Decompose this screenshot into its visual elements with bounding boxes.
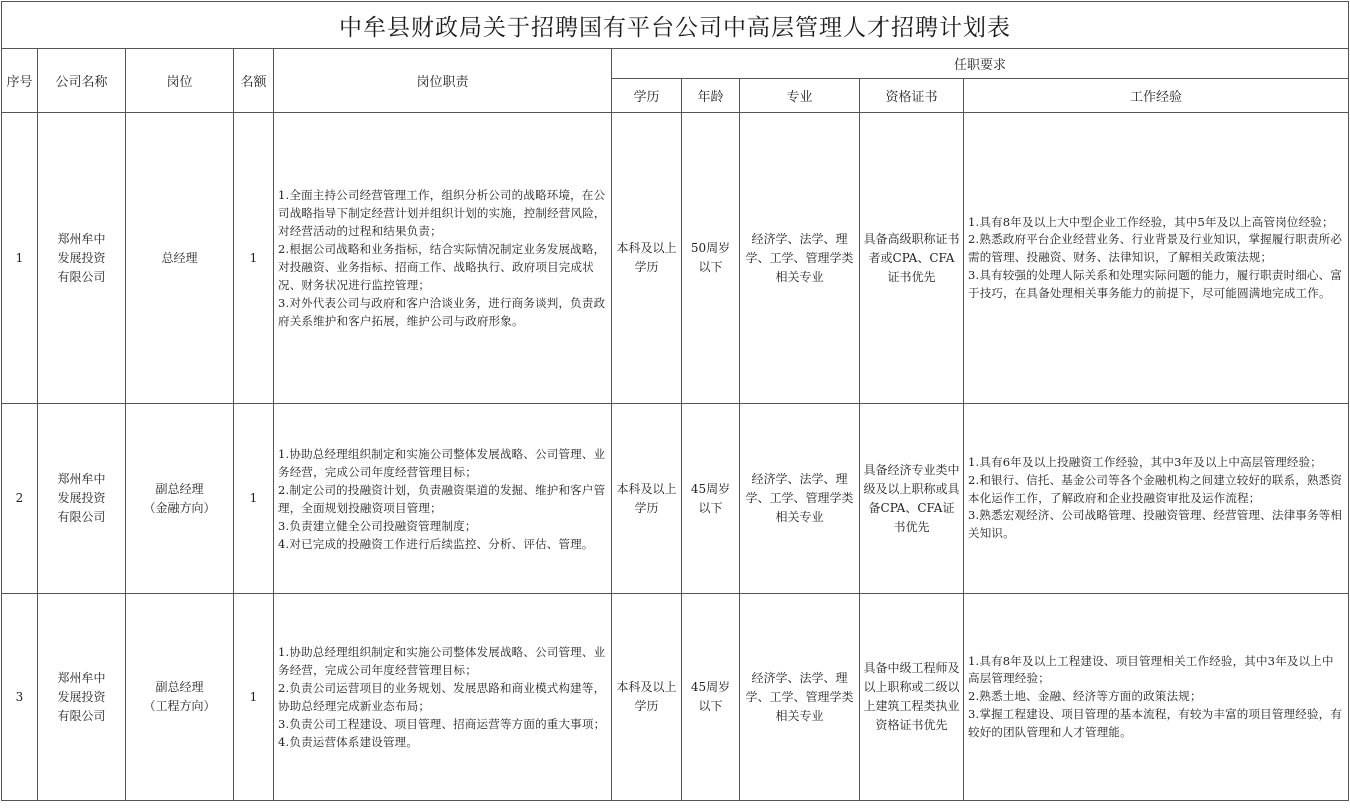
experience-item: 1.具有8年及以上大中型企业工作经验，其中5年及以上高管岗位经验； [968, 214, 1334, 229]
duty-item: 4.负责运营体系建设管理。 [278, 735, 419, 749]
position-line: 总经理 [161, 250, 198, 265]
position-line: （金融方向） [143, 500, 216, 515]
row-age: 45周岁以下 [682, 594, 740, 801]
row-duties [274, 113, 612, 404]
row-position [126, 404, 234, 594]
row-seq: 2 [2, 404, 38, 594]
row-position [126, 594, 234, 801]
row-experience [964, 113, 1349, 404]
row-duties [274, 594, 612, 801]
row-certificate: 具备高级职称证书者或CPA、CFA证书优先 [860, 113, 964, 404]
row-certificate: 具备经济专业类中级及以上职称或具备CPA、CFA证书优先 [860, 404, 964, 594]
row-company [38, 404, 126, 594]
table-row [2, 594, 1349, 801]
company-line: 有限公司 [57, 708, 106, 723]
row-age: 45周岁以下 [682, 404, 740, 594]
duty-item: 1.全面主持公司经营管理工作，组织分析公司的战略环境，在公司战略指导下制定经营计划并组织计划的实施，控制经营风险，对经营活动的过程和结果负责； [278, 188, 606, 238]
experience-item: 1.具有6年及以上投融资工作经验，其中3年及以上中高层管理经验； [968, 455, 1323, 469]
experience-item: 1.具有8年及以上工程建设、项目管理相关工作经验，其中3年及以上中高层管理经验； [968, 653, 1334, 686]
header-requirements: 任职要求 [612, 49, 1349, 79]
company-line: 郑州牟中 [57, 231, 106, 246]
row-major: 经济学、法学、理学、工学、管理学类相关专业 [740, 404, 860, 594]
experience-item: 2.熟悉土地、金融、经济等方面的政策法规； [968, 689, 1202, 704]
row-seq: 3 [2, 594, 38, 801]
position-line: 副总经理 [155, 680, 204, 694]
row-education: 本科及以上学历 [612, 113, 682, 404]
row-experience [964, 594, 1349, 801]
duty-item: 4.对已完成的投融资工作进行后续监控、分析、评估、管理。 [278, 536, 594, 551]
header-quota: 名额 [234, 49, 274, 113]
row-education: 本科及以上学历 [612, 594, 682, 801]
company-line: 发展投资 [57, 491, 106, 505]
duty-item: 2.负责公司运营项目的业务规划、发展思路和商业模式构建等，协助总经理完成新业态布局； [278, 681, 606, 713]
position-line: 副总经理 [155, 481, 204, 496]
experience-item: 3.掌握工程建设、项目管理的基本流程，有较为丰富的项目管理经验，有较好的团队管理和人才管理能。 [968, 706, 1343, 739]
experience-item: 2.和银行、信托、基金公司等各个金融机构之间建立较好的联系，熟悉资本化运作工作，了解政府和企业投融资审批及运作流程； [968, 472, 1343, 505]
header-age: 年龄 [682, 79, 740, 113]
duty-item: 3.对外代表公司与政府和客户洽谈业务，进行商务谈判，负责政府关系维护和客户拓展，维护公司与政府形象。 [278, 296, 606, 328]
page-title: 中牟县财政局关于招聘国有平台公司中高层管理人才招聘计划表 [2, 2, 1349, 49]
duty-item: 1.协助总经理组织制定和实施公司整体发展战略、公司管理、业务经营，完成公司年度经营管理目标； [278, 645, 606, 677]
company-line: 发展投资 [57, 689, 106, 704]
row-company [38, 113, 126, 404]
duty-item: 2.根据公司战略和业务指标，结合实际情况制定业务发展战略，对投融资、业务指标、招商工作、战略执行、政府项目完成状况、财务状况进行监控管理； [278, 242, 606, 292]
header-company: 公司名称 [38, 49, 126, 113]
row-position [126, 113, 234, 404]
experience-item: 2.熟悉政府平台企业经营业务、行业背景及行业知识，掌握履行职责所必需的管理、投融资、财务、法律知识，了解相关政策法规； [968, 232, 1343, 265]
header-seq: 序号 [2, 49, 38, 113]
row-age: 50周岁以下 [682, 113, 740, 404]
row-quota: 1 [234, 113, 274, 404]
recruitment-plan-sheet [1, 1, 1348, 807]
table-row [2, 404, 1349, 594]
company-line: 郑州牟中 [57, 472, 106, 486]
header-major: 专业 [740, 79, 860, 113]
row-quota: 1 [234, 594, 274, 801]
experience-item: 3.具有较强的处理人际关系和处理实际问题的能力，履行职责时细心、富于技巧，在具备处理相关事务能力的前提下，尽可能圆满地完成工作。 [968, 267, 1343, 300]
duty-item: 2.制定公司的投融资计划，负责融资渠道的发掘、维护和客户管理，全面规划投融资项目管理； [278, 482, 606, 515]
company-line: 有限公司 [57, 269, 106, 284]
header-experience: 工作经验 [964, 79, 1349, 113]
row-major: 经济学、法学、理学、工学、管理学类相关专业 [740, 594, 860, 801]
row-certificate: 具备中级工程师及以上职称或二级以上建筑工程类执业资格证书优先 [860, 594, 964, 801]
row-company [38, 594, 126, 801]
row-major: 经济学、法学、理学、工学、管理学类相关专业 [740, 113, 860, 404]
row-duties [274, 404, 612, 594]
header-certificate: 资格证书 [860, 79, 964, 113]
duty-item: 3.负责建立健全公司投融资管理制度； [278, 518, 477, 533]
company-line: 发展投资 [57, 250, 106, 265]
table-row [2, 113, 1349, 404]
company-line: 郑州牟中 [57, 670, 106, 685]
row-seq: 1 [2, 113, 38, 404]
experience-item: 3.熟悉宏观经济、公司战略管理、投融资管理、经营管理、法律事务等相关知识。 [968, 508, 1343, 541]
header-education: 学历 [612, 79, 682, 113]
duty-item: 1.协助总经理组织制定和实施公司整体发展战略、公司管理、业务经营，完成公司年度经营管理目标； [278, 446, 606, 479]
position-line: （工程方向） [143, 699, 216, 713]
row-education: 本科及以上学历 [612, 404, 682, 594]
header-position: 岗位 [126, 49, 234, 113]
header-duties: 岗位职责 [274, 49, 612, 113]
recruitment-plan-table [1, 1, 1349, 801]
row-experience [964, 404, 1349, 594]
company-line: 有限公司 [57, 510, 106, 524]
duty-item: 3.负责公司工程建设、项目管理、招商运营等方面的重大事项； [278, 717, 606, 731]
row-quota: 1 [234, 404, 274, 594]
